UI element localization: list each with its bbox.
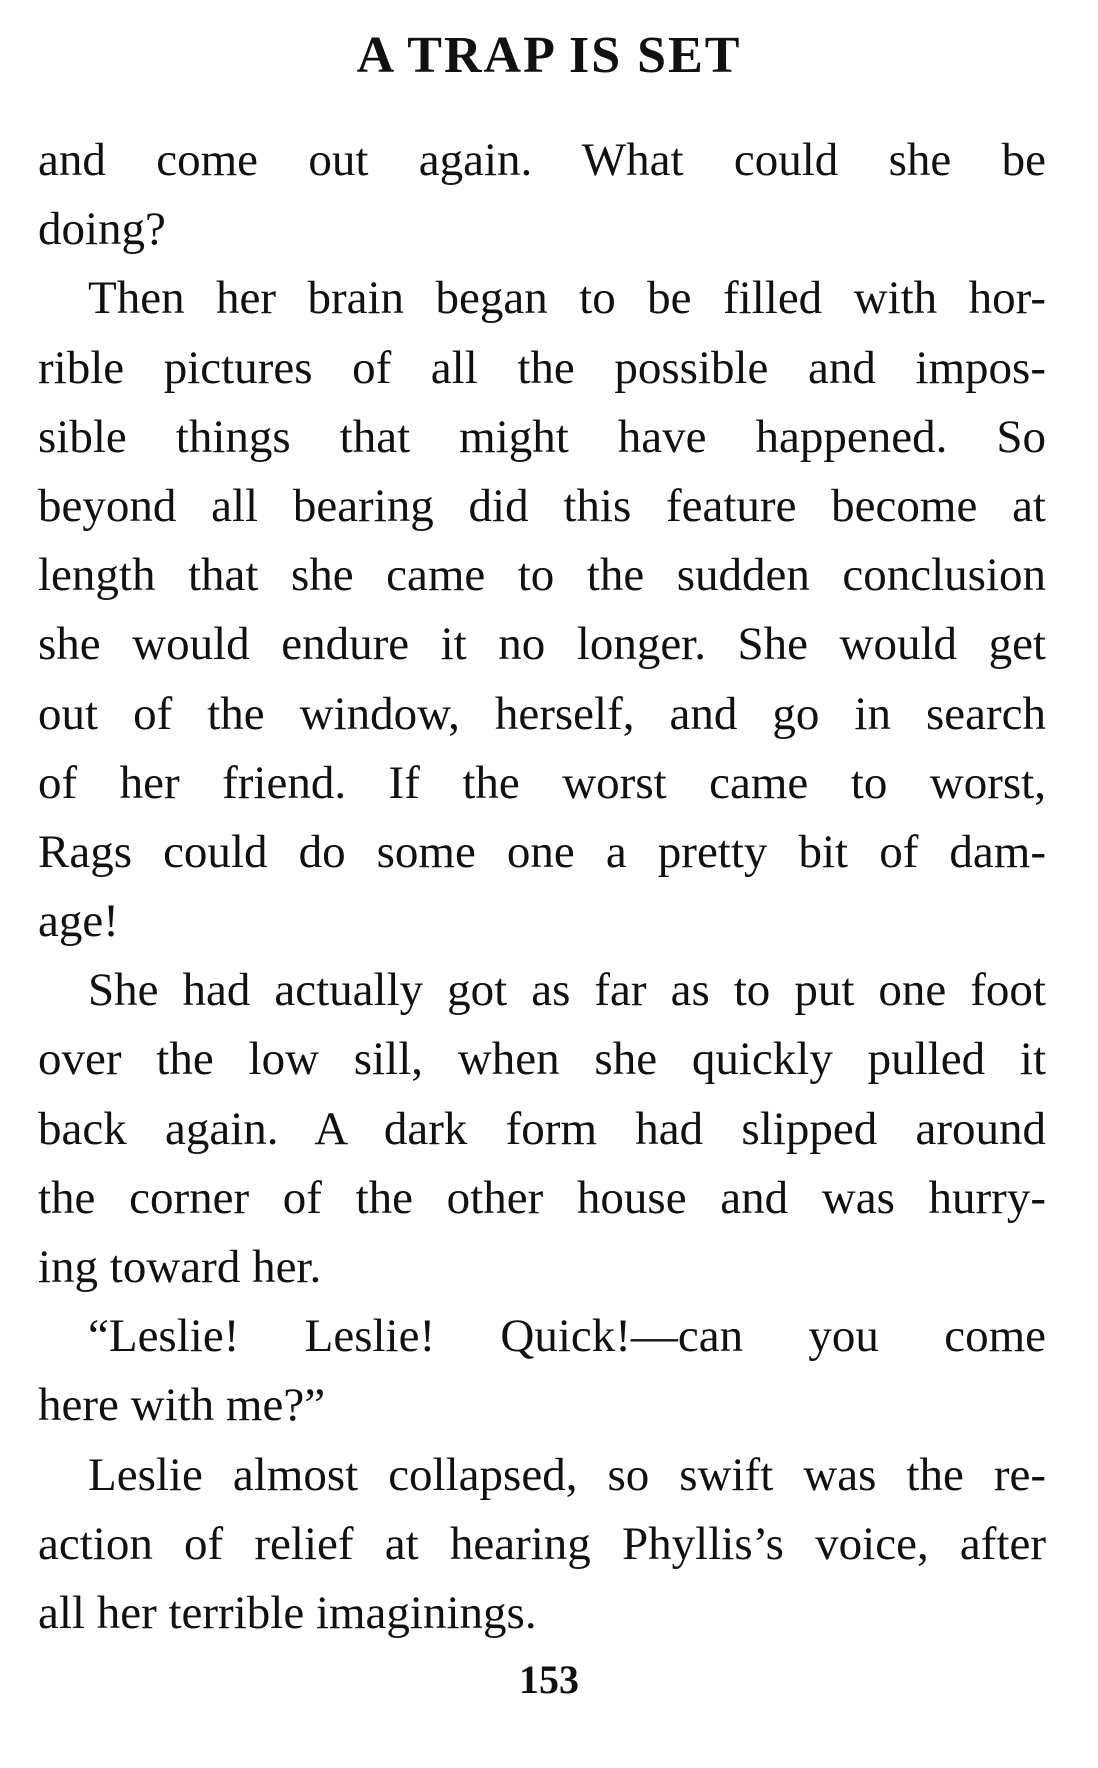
text-line: “Leslie! Leslie! Quick!—can you come	[88, 1310, 1046, 1363]
text-line: sible things that might have happened. So	[38, 410, 1046, 463]
text-line: length that she came to the sudden conclusion	[38, 549, 1046, 602]
text-line: She had actually got as far as to put one foot	[88, 964, 1046, 1017]
text-line: back again. A dark form had slipped around	[38, 1102, 1046, 1155]
text-line: age!	[38, 895, 119, 948]
text-line: doing?	[38, 203, 166, 256]
page-number: 153	[519, 1657, 579, 1702]
running-title: A TRAP IS SET	[356, 27, 742, 84]
text-line: Leslie almost collapsed, so swift was the re-	[88, 1448, 1046, 1501]
text-line: and come out again. What could she be	[38, 134, 1046, 186]
page-body-text	[38, 126, 1046, 1648]
text-line: all her terrible imaginings.	[38, 1586, 537, 1639]
text-line: of her friend. If the worst came to worst,	[38, 756, 1046, 809]
text-line: she would endure it no longer. She would get	[38, 618, 1046, 671]
text-line: the corner of the other house and was hurry-	[38, 1171, 1046, 1224]
text-line: rible pictures of all the possible and impos-	[38, 341, 1046, 394]
text-line: here with me?”	[38, 1379, 326, 1432]
text-line: out of the window, herself, and go in search	[38, 687, 1046, 740]
text-line: ing toward her.	[38, 1241, 322, 1293]
text-line: over the low sill, when she quickly pulled it	[38, 1033, 1046, 1086]
text-line: Rags could do some one a pretty bit of dam-	[38, 825, 1046, 878]
text-line: action of relief at hearing Phyllis’s voice, after	[38, 1517, 1046, 1570]
text-line: beyond all bearing did this feature become at	[38, 479, 1046, 532]
text-line: Then her brain began to be filled with hor-	[88, 272, 1046, 325]
